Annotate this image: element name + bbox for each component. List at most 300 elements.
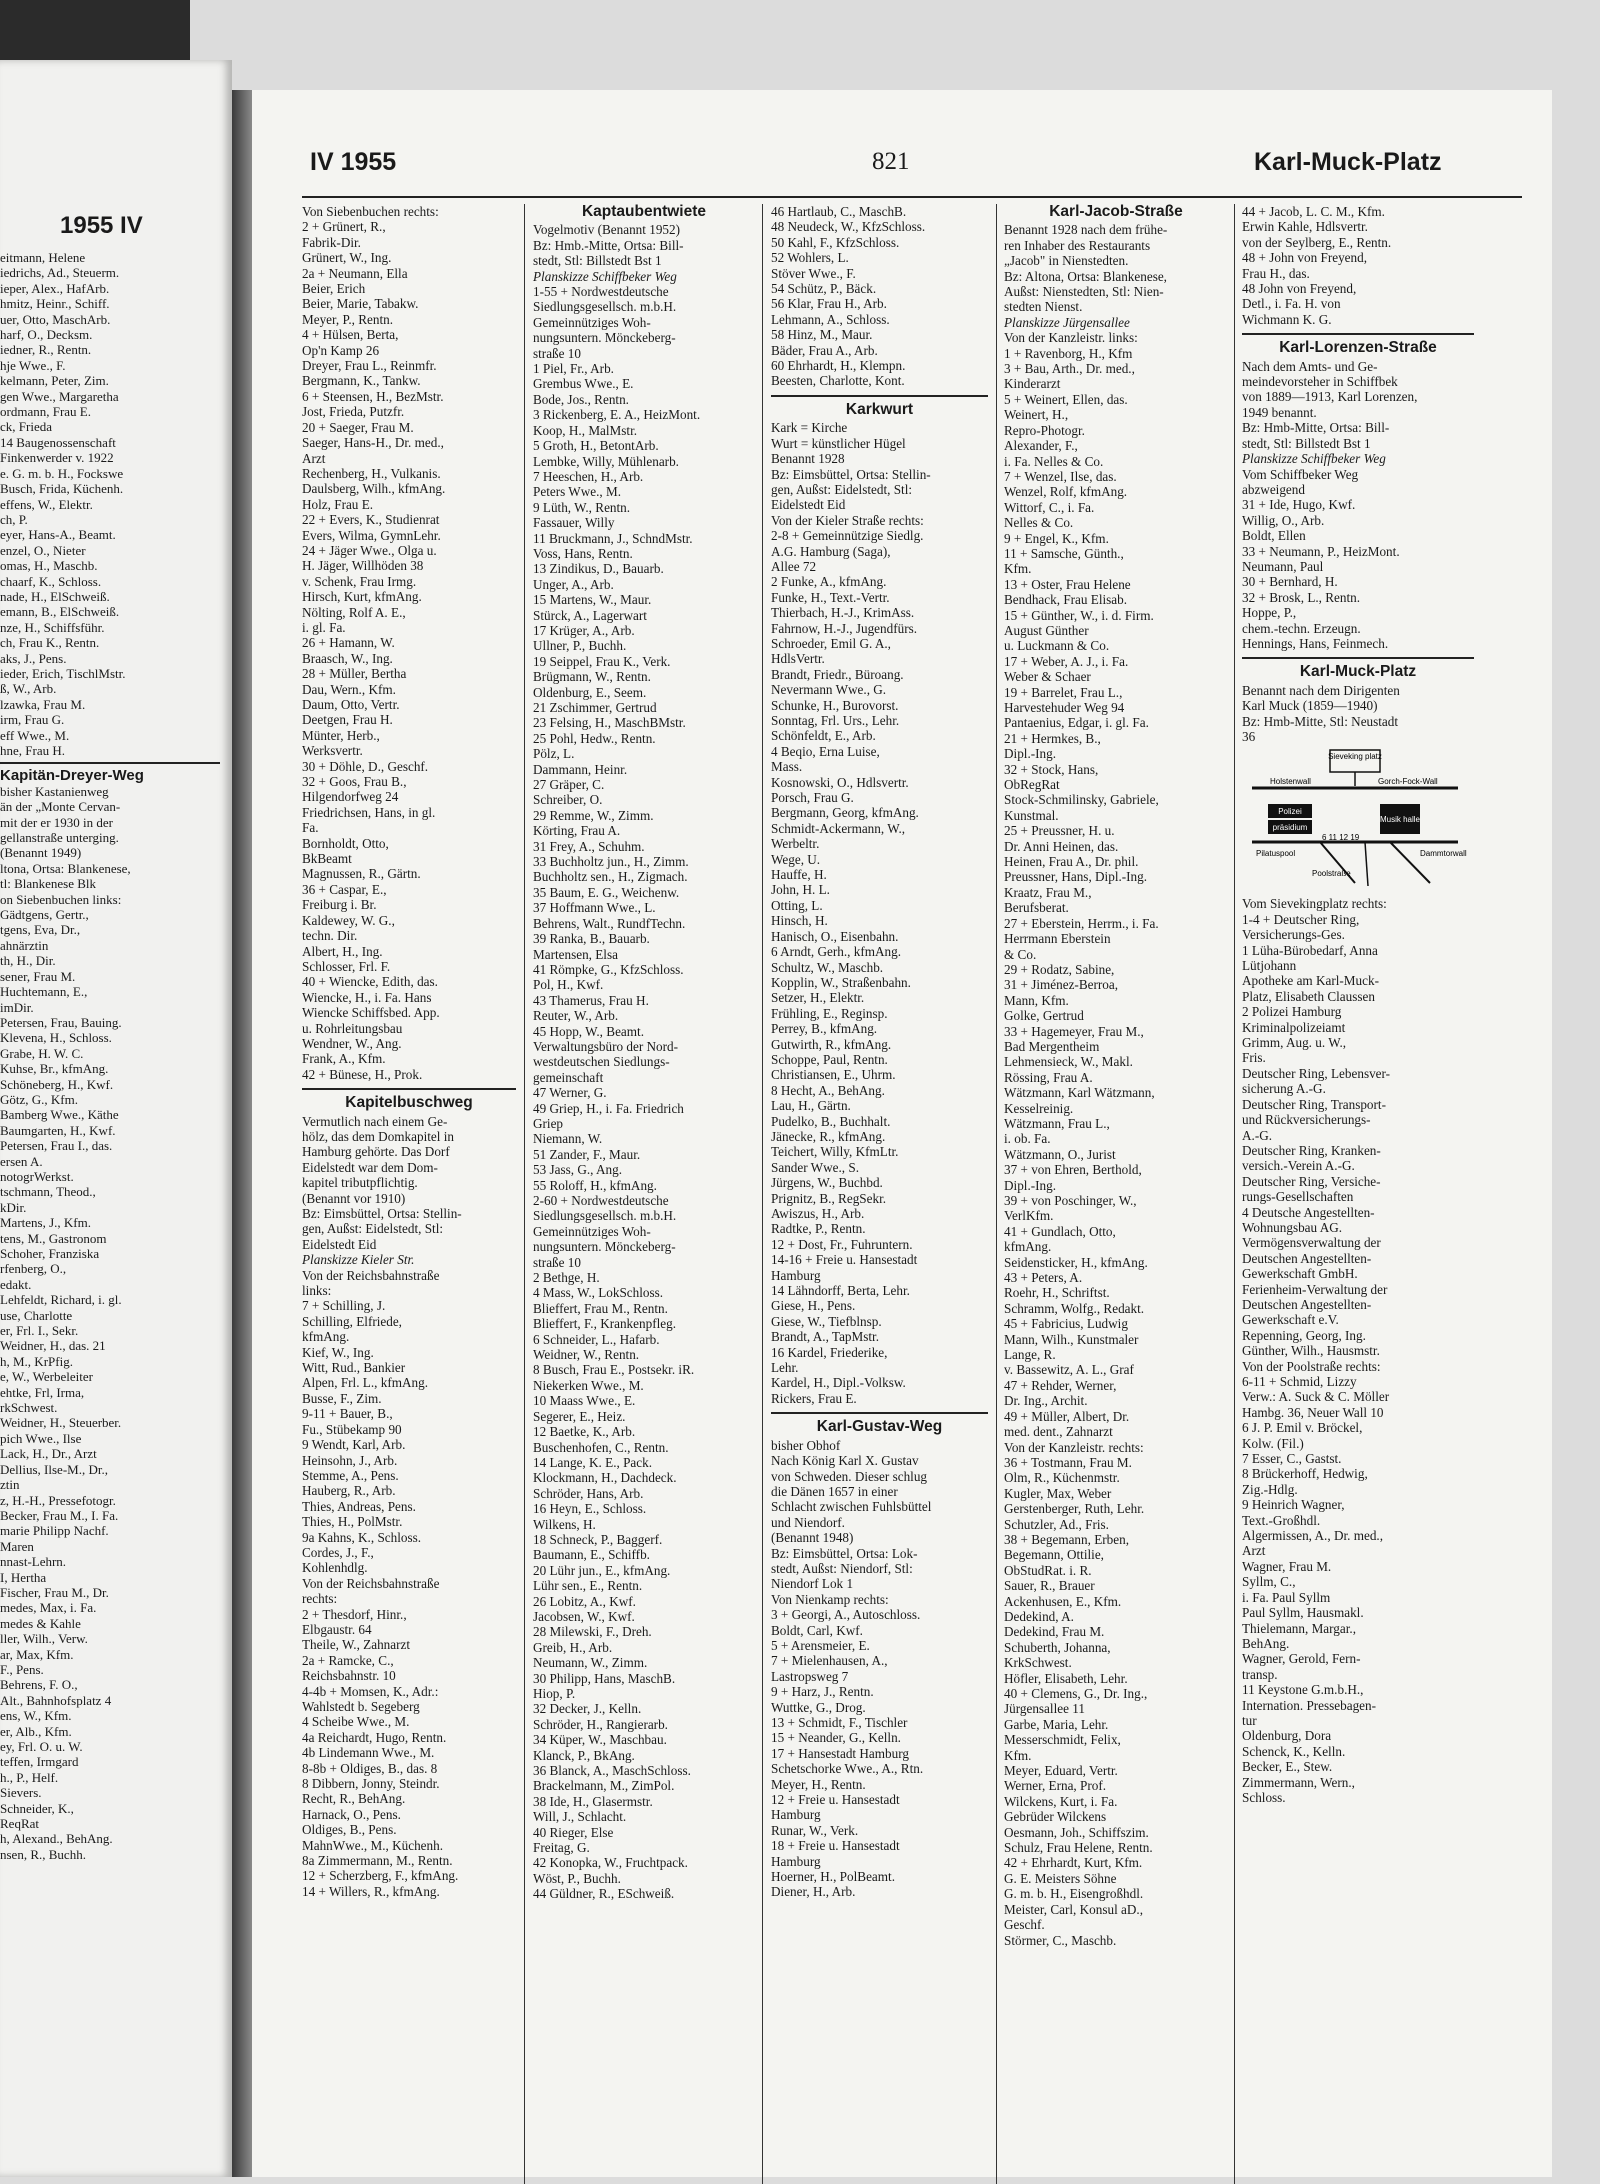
directory-entry-line: Brandt, Friedr., Büroang. xyxy=(771,666,904,682)
directory-entry-line: Kohlenhdlg. xyxy=(302,1560,368,1576)
column-divider xyxy=(996,204,997,2184)
directory-entry-line: Von der Kieler Straße rechts: xyxy=(771,512,924,528)
directory-entry-line: Wichmann K. G. xyxy=(1242,311,1332,327)
directory-entry-line: Bamberg Wwe., Käthe xyxy=(0,1107,119,1123)
directory-entry-line: Radtke, P., Rentn. xyxy=(771,1221,866,1237)
directory-entry-line: Wenzel, Rolf, kfmAng. xyxy=(1004,484,1128,500)
directory-entry-line: Sievers. xyxy=(0,1785,42,1801)
directory-entry-line: Lütjohann xyxy=(1242,958,1297,974)
directory-entry-line: Fa. xyxy=(302,820,319,836)
directory-entry-line: Heinsohn, J., Arb. xyxy=(302,1452,398,1468)
directory-entry-line: 2a + Neumann, Ella xyxy=(302,265,408,281)
directory-entry-line: 4 + Hülsen, Berta, xyxy=(302,327,399,343)
directory-entry-line: h., P., Helf. xyxy=(0,1769,59,1785)
directory-entry-line: 32 + Goos, Frau B., xyxy=(302,774,407,790)
directory-entry-line: August Günther xyxy=(1004,622,1089,638)
directory-entry-line: rungs-Gesellschaften xyxy=(1242,1189,1354,1205)
directory-entry-line: Begemann, Ottilie, xyxy=(1004,1547,1104,1563)
directory-entry-line: Giese, H., Pens. xyxy=(771,1298,856,1314)
directory-entry-line: 6 + Steensen, H., BezMstr. xyxy=(302,388,444,404)
header-volume: IV 1955 xyxy=(310,148,397,176)
directory-entry-line: VerlKfm. xyxy=(1004,1208,1054,1224)
directory-entry-line: Reichsbahnstr. 10 xyxy=(302,1668,396,1684)
directory-entry-line: 3 + Georgi, A., Autoschloss. xyxy=(771,1607,921,1623)
directory-entry-line: 10 Maass Wwe., E. xyxy=(533,1393,636,1409)
directory-entry-line: Braasch, W., Ing. xyxy=(302,650,393,666)
directory-entry-line: Vermutlich nach einem Ge- xyxy=(302,1113,448,1129)
directory-entry-line: „Jacob" in Nienstedten. xyxy=(1004,253,1129,269)
directory-entry-line: Platz, Elisabeth Claussen xyxy=(1242,988,1375,1004)
directory-entry-line: bisher Kastanienweg xyxy=(0,783,109,799)
directory-entry-line: e. G. m. b. H., Fockswe xyxy=(0,465,124,481)
directory-entry-line: pich Wwe., Ilse xyxy=(0,1430,82,1446)
directory-entry-line: Bz: Eimsbüttel, Ortsa: Stellin- xyxy=(302,1206,462,1221)
site-plan-sketch xyxy=(1250,748,1467,890)
directory-entry-line: Saeger, Hans-H., Dr. med., xyxy=(302,435,444,451)
directory-entry-line: 4 Beqio, Erna Luise, xyxy=(771,743,880,759)
directory-entry-line: Lembke, Willy, Mühlenarb. xyxy=(533,453,679,469)
directory-entry-line: Frau H., das. xyxy=(1242,265,1310,281)
directory-entry-line: Harvestehuder Weg 94 xyxy=(1004,700,1125,715)
directory-entry-line: Von Siebenbuchen rechts: xyxy=(302,204,439,219)
directory-entry-line: Schramm, Wolfg., Redakt. xyxy=(1004,1300,1145,1316)
directory-entry-line: Vermögensverwaltung der xyxy=(1242,1235,1381,1251)
directory-entry-line: Nevermann Wwe., G. xyxy=(771,682,887,698)
directory-entry-line: 11 Bruckmann, J., SchndMstr. xyxy=(533,530,693,546)
directory-entry-line: westdeutschen Siedlungs- xyxy=(533,1054,670,1070)
directory-entry-line: Vogelmotiv (Benannt 1952) xyxy=(533,222,680,238)
directory-entry-line: Hinsch, H. xyxy=(771,913,828,929)
directory-entry-line: 39 Ranka, B., Bauarb. xyxy=(533,931,650,947)
directory-entry-line: ch, Frau K., Rentn. xyxy=(0,635,100,651)
directory-entry-line: Verwaltungsbüro der Nord- xyxy=(533,1038,679,1054)
directory-entry-line: Hoerner, H., PolBeamt. xyxy=(771,1869,895,1885)
directory-entry-line: Gemeinnütziges Woh- xyxy=(533,1223,651,1239)
directory-entry-line: Schuberth, Johanna, xyxy=(1004,1639,1111,1655)
directory-entry-line: Daulsberg, Wilh., kfmAng. xyxy=(302,481,446,497)
directory-entry-line: Jürgensallee 11 xyxy=(1004,1701,1085,1717)
directory-entry-line: 36 Blanck, A., MaschSchloss. xyxy=(533,1763,691,1779)
directory-entry-line: stedt, Stl: Billstedt Bst 1 xyxy=(1242,435,1371,451)
directory-entry-line: Vom Sievekingplatz rechts: xyxy=(1242,896,1387,912)
directory-entry-line: 2-8 + Gemeinnützige Siedlg. xyxy=(771,528,924,544)
directory-entry-line: än der „Monte Cervan- xyxy=(0,799,121,815)
directory-entry-line: Hilgendorfweg 24 xyxy=(302,789,399,805)
directory-entry-line: 25 Pohl, Hedw., Rentn. xyxy=(533,730,656,746)
directory-entry-line: Deutscher Ring, Transport- xyxy=(1242,1096,1386,1112)
directory-entry-line: Hauberg, R., Arb. xyxy=(302,1483,396,1499)
directory-entry-line: Siedlungsgesellsch. m.b.H. xyxy=(533,1208,677,1224)
directory-entry-line: u. Luckmann & Co. xyxy=(1004,638,1110,654)
directory-entry-line: Repro-Photogr. xyxy=(1004,422,1085,438)
directory-entry-line: nze, H., Schiffsführ. xyxy=(0,619,105,635)
directory-entry-line: Gerstenberger, Ruth, Lehr. xyxy=(1004,1501,1145,1517)
directory-entry-line: Griep xyxy=(533,1115,564,1131)
directory-entry-line: 14-16 + Freie u. Hansestadt xyxy=(771,1252,918,1268)
directory-entry-line: Cordes, J., F., xyxy=(302,1544,374,1560)
directory-entry-line: ltona, Ortsa: Blankenese, xyxy=(0,860,131,876)
directory-entry-line: 26 + Hamann, W. xyxy=(302,635,395,651)
directory-entry-line: i. gl. Fa. xyxy=(302,619,346,635)
directory-entry-line: Schoppe, Paul, Rentn. xyxy=(771,1051,888,1067)
directory-entry-line: Geschf. xyxy=(1004,1917,1045,1933)
directory-entry-line: 1-4 + Deutscher Ring, xyxy=(1242,911,1360,927)
directory-entry-line: 31 + Jiménez-Berroa, xyxy=(1004,977,1118,993)
directory-entry-line: 23 Felsing, H., MaschBMstr. xyxy=(533,715,686,731)
directory-entry-line: teffen, Irmgard xyxy=(0,1754,79,1770)
directory-entry-line: Messerschmidt, Felix, xyxy=(1004,1732,1121,1748)
directory-entry-line: 5 + Arensmeier, E. xyxy=(771,1637,870,1653)
directory-entry-line: 8 Brückerhoff, Hedwig, xyxy=(1242,1466,1368,1482)
directory-entry-line: Behrens, F. O., xyxy=(0,1677,78,1693)
directory-entry-line: Schreiber, O. xyxy=(533,792,603,808)
directory-entry-line: Grabe, H. W. C. xyxy=(0,1045,84,1061)
directory-entry-line: notogrWerkst. xyxy=(0,1168,74,1184)
directory-entry-line: Heinen, Frau A., Dr. phil. xyxy=(1004,854,1139,870)
directory-entry-line: (Benannt 1948) xyxy=(771,1530,854,1546)
directory-entry-line: Weidner, W., Rentn. xyxy=(533,1347,640,1363)
directory-entry-line: 52 Wohlers, L. xyxy=(771,250,849,266)
directory-entry-line: tur xyxy=(1242,1712,1257,1728)
directory-entry-line: Albert, H., Ing. xyxy=(302,943,383,959)
directory-entry-line: Freiburg i. Br. xyxy=(302,897,377,913)
street-heading: Karl-Muck-Platz xyxy=(1242,657,1474,679)
directory-entry-line: Planskizze Schiffbeker Weg xyxy=(533,268,677,284)
directory-entry-line: Magnussen, R., Gärtn. xyxy=(302,866,421,882)
directory-entry-line: Frühling, E., Reginsp. xyxy=(771,1005,888,1021)
directory-entry-line: Kuhse, Br., kfmAng. xyxy=(0,1061,109,1077)
directory-entry-line: Thies, H., PolMstr. xyxy=(302,1514,403,1530)
directory-entry-line: 2 Bethge, H. xyxy=(533,1270,600,1286)
directory-entry-line: Schönfeldt, E., Arb. xyxy=(771,728,876,744)
directory-entry-line: Busse, F., Zim. xyxy=(302,1390,382,1406)
directory-entry-line: 7 + Schilling, J. xyxy=(302,1298,386,1314)
directory-entry-line: Schunke, H., Burovorst. xyxy=(771,697,899,713)
directory-entry-line: Bz: Hmb-Mitte, Ortsa: Bill- xyxy=(1242,420,1390,436)
directory-entry-line: Golke, Gertrud xyxy=(1004,1008,1084,1024)
directory-entry-line: rechts: xyxy=(302,1591,338,1607)
directory-entry-line: 12 + Scherzberg, F., kfmAng. xyxy=(302,1868,459,1884)
directory-entry-line: Maren xyxy=(0,1538,34,1554)
directory-entry-line: 27 Gräper, C. xyxy=(533,777,605,793)
directory-entry-line: G. m. b. H., Eisengroßhdl. xyxy=(1004,1886,1144,1902)
directory-entry-line: Kapitän-Dreyer-Weg xyxy=(0,762,220,783)
column-divider xyxy=(524,204,525,2184)
directory-entry-line: Meister, Carl, Konsul aD., xyxy=(1004,1901,1144,1917)
directory-entry-line: 2 + Grünert, R., xyxy=(302,219,386,235)
map-label-right-road: Gorch-Fock-Wall xyxy=(1378,777,1438,787)
directory-entry-line: Ferienheim-Verwaltung der xyxy=(1242,1281,1388,1297)
directory-entry-line: Internation. Pressebagen- xyxy=(1242,1697,1377,1713)
directory-entry-line: 60 Ehrhardt, H., Klempn. xyxy=(771,358,906,374)
directory-entry-line: gellanstraße unterging. xyxy=(0,830,119,846)
directory-entry-line: Weidner, H., das. 21 xyxy=(0,1338,106,1354)
directory-entry-line: 12 + Freie u. Hansestadt xyxy=(771,1792,900,1808)
directory-entry-line: Wätzmann, Karl Wätzmann, xyxy=(1004,1085,1155,1101)
directory-entry-line: Gemeinnütziges Woh- xyxy=(533,314,651,330)
directory-entry-line: Lau, H., Gärtn. xyxy=(771,1098,851,1114)
directory-entry-line: Friedrichsen, Hans, in gl. xyxy=(302,804,436,820)
directory-entry-line: 46 Hartlaub, C., MaschB. xyxy=(771,204,907,219)
directory-entry-line: Lack, H., Dr., Arzt xyxy=(0,1446,97,1462)
directory-entry-line: Wilkens, H. xyxy=(533,1516,596,1532)
directory-entry-line: Kunstmal. xyxy=(1004,807,1059,823)
directory-entry-line: iedrichs, Ad., Steuerm. xyxy=(0,265,120,281)
directory-entry-line: 17 + Hansestadt Hamburg xyxy=(771,1745,909,1761)
directory-entry-line: 37 + von Ehren, Berthold, xyxy=(1004,1162,1142,1178)
directory-entry-line: abzweigend xyxy=(1242,481,1305,497)
directory-entry-line: Wiencke, H., i. Fa. Hans xyxy=(302,989,432,1005)
directory-entry-line: Wagner, Gerold, Fern- xyxy=(1242,1651,1361,1667)
directory-entry-line: Bz: Eimsbüttel, Ortsa: Stellin- xyxy=(771,466,931,482)
directory-entry-line: Kesselreinig. xyxy=(1004,1100,1074,1116)
directory-entry-line: lzawka, Frau M. xyxy=(0,696,86,712)
directory-entry-line: Schilling, Elfriede, xyxy=(302,1313,402,1329)
directory-entry-line: Oldenburg, E., Seem. xyxy=(533,684,647,700)
directory-entry-line: Pantaenius, Edgar, i. gl. Fa. xyxy=(1004,715,1149,731)
directory-entry-line: 36 + Caspar, E., xyxy=(302,881,387,897)
directory-entry-line: Klanck, P., BkAng. xyxy=(533,1747,635,1763)
directory-entry-line: 9 + Engel, K., Kfm. xyxy=(1004,530,1109,546)
directory-entry-line: Benannt nach dem Dirigenten xyxy=(1242,682,1400,698)
directory-entry-line: 8-8b + Oldiges, B., das. 8 xyxy=(302,1760,438,1776)
directory-entry-line: z, H.-H., Pressefotogr. xyxy=(0,1492,116,1508)
directory-entry-line: Paul Syllm, Hausmakl. xyxy=(1242,1605,1364,1621)
directory-entry-line: chaarf, K., Schloss. xyxy=(0,573,102,589)
directory-entry-line: G. E. Meisters Söhne xyxy=(1004,1870,1117,1886)
directory-entry-line: Becker, Frau M., I. Fa. xyxy=(0,1507,119,1523)
directory-entry-line: Hoppe, P., xyxy=(1242,605,1297,621)
running-header xyxy=(252,148,1552,188)
directory-entry-line: Lehmann, A., Schloss. xyxy=(771,311,890,327)
directory-entry-line: 30 + Döhle, D., Geschf. xyxy=(302,758,429,774)
directory-entry-line: er, Frl. I., Sekr. xyxy=(0,1323,79,1339)
directory-entry-line: tens, M., Gastronom xyxy=(0,1230,107,1246)
directory-entry-line: ieder, Erich, TischlMstr. xyxy=(0,665,126,681)
directory-entry-line: 30 Philipp, Hans, MaschB. xyxy=(533,1670,676,1686)
directory-column-5 xyxy=(1242,204,1474,2184)
directory-entry-line: Gutwirth, R., kfmAng. xyxy=(771,1036,892,1052)
directory-entry-line: Gädtgens, Gertr., xyxy=(0,907,89,923)
directory-entry-line: Kolw. (Fil.) xyxy=(1242,1435,1304,1451)
directory-entry-line: hje Wwe., F. xyxy=(0,357,66,373)
directory-entry-line: Dedekind, A. xyxy=(1004,1608,1074,1624)
directory-entry-line: Wilckens, Kurt, i. Fa. xyxy=(1004,1793,1118,1809)
directory-entry-line: Karl Muck (1859—1940) xyxy=(1242,698,1378,714)
directory-entry-line: Deutscher Ring, Lebensver- xyxy=(1242,1065,1391,1081)
directory-entry-line: gen, Außst: Eidelstedt, Stl: xyxy=(302,1221,444,1237)
directory-entry-line: Brackelmann, M., ZimPol. xyxy=(533,1778,675,1794)
directory-entry-line: Koop, H., MalMstr. xyxy=(533,422,638,438)
directory-entry-line: 9a Kahns, K., Schloss. xyxy=(302,1529,422,1545)
directory-entry-line: Wahlstedt b. Segeberg xyxy=(302,1699,420,1714)
directory-entry-line: 41 Römpke, G., KfzSchloss. xyxy=(533,961,684,977)
directory-entry-line: Pol, H., Kwf. xyxy=(533,977,604,993)
directory-entry-line: 14 Lähndorff, Berta, Lehr. xyxy=(771,1283,910,1299)
directory-entry-line: 47 + Rehder, Werner, xyxy=(1004,1377,1117,1393)
directory-entry-line: Bode, Jos., Rentn. xyxy=(533,391,629,407)
directory-entry-line: 15 + Günther, W., i. d. Firm. xyxy=(1004,607,1154,623)
directory-entry-line: 8 Busch, Frau E., Postsekr. iR. xyxy=(533,1362,695,1378)
directory-entry-line: 4a Reichardt, Hugo, Rentn. xyxy=(302,1729,447,1745)
directory-entry-line: med. dent., Zahnarzt xyxy=(1004,1424,1113,1440)
directory-entry-line: Fassauer, Willy xyxy=(533,515,615,531)
directory-entry-line: e, W., Werbeleiter xyxy=(0,1369,93,1385)
directory-entry-line: 56 Klar, Frau H., Arb. xyxy=(771,296,887,312)
directory-entry-line: uer, Otto, MaschArb. xyxy=(0,311,111,327)
directory-entry-line: 4 Mass, W., LokSchloss. xyxy=(533,1285,664,1301)
directory-entry-line: und Niendorf. xyxy=(771,1514,845,1530)
directory-entry-line: 29 Remme, W., Zimm. xyxy=(533,807,654,823)
directory-entry-line: bisher Obhof xyxy=(771,1437,841,1453)
directory-entry-line: Schneider, K., xyxy=(0,1800,74,1816)
directory-entry-line: v. Bassewitz, A. L., Graf xyxy=(1004,1362,1134,1378)
directory-entry-line: Buschenhofen, C., Rentn. xyxy=(533,1439,669,1455)
directory-entry-line: rfenberg, O., xyxy=(0,1261,67,1277)
directory-entry-line: Bergmann, Georg, kfmAng. xyxy=(771,805,919,821)
directory-entry-line: kapitel tributpflichtig. xyxy=(302,1175,418,1191)
directory-entry-line: 5 + Weinert, Ellen, das. xyxy=(1004,391,1128,407)
directory-entry-line: Blieffert, Frau M., Rentn. xyxy=(533,1300,668,1316)
directory-entry-line: Wätzmann, Frau L., xyxy=(1004,1115,1110,1131)
directory-entry-line: Bad Mergentheim xyxy=(1004,1038,1100,1054)
directory-entry-line: kelmann, Peter, Zim. xyxy=(0,373,109,389)
directory-entry-line: Deutschen Angestellten- xyxy=(1242,1250,1372,1266)
directory-entry-line: Dau, Wern., Kfm. xyxy=(302,681,396,697)
directory-entry-line: John, H. L. xyxy=(771,882,830,898)
directory-entry-line: Kugler, Max, Weber xyxy=(1004,1485,1112,1501)
directory-entry-line: Grembus Wwe., E. xyxy=(533,376,634,392)
directory-entry-line: ReqRat xyxy=(0,1816,39,1832)
directory-entry-line: Baumann, E., Schiffb. xyxy=(533,1547,650,1563)
directory-entry-line: ObRegRat xyxy=(1004,777,1060,793)
directory-entry-line: 5 Groth, H., BetontArb. xyxy=(533,438,659,454)
street-heading: Karkwurt xyxy=(771,395,988,417)
directory-entry-line: Seidensticker, H., kfmAng. xyxy=(1004,1254,1148,1270)
directory-entry-line: Störmer, C., Maschb. xyxy=(1004,1932,1117,1948)
directory-entry-line: Mass. xyxy=(771,759,803,775)
directory-entry-line: Weinert, H., xyxy=(1004,407,1069,423)
directory-entry-line: Nach König Karl X. Gustav xyxy=(771,1453,919,1469)
directory-entry-line: Giese, W., Tiefblnsp. xyxy=(771,1313,882,1329)
directory-entry-line: 40 + Clemens, G., Dr. Ing., xyxy=(1004,1686,1148,1701)
directory-entry-line: medes, Max, i. Fa. xyxy=(0,1600,97,1616)
directory-entry-line: 33 Buchholtz jun., H., Zimm. xyxy=(533,854,689,870)
directory-entry-line: Wiencke Schiffsbed. App. xyxy=(302,1005,440,1021)
directory-entry-line: straße 10 xyxy=(533,1254,581,1270)
directory-entry-line: Becker, E., Stew. xyxy=(1242,1759,1333,1775)
directory-entry-line: 9 Wendt, Karl, Arb. xyxy=(302,1437,406,1453)
directory-entry-line: gen, Außst: Eidelstedt, Stl: xyxy=(771,481,913,497)
directory-entry-line: 19 + Barrelet, Frau L., xyxy=(1004,684,1123,700)
directory-entry-line: Werksvertr. xyxy=(302,743,363,759)
directory-entry-line: Nach dem Amts- und Ge- xyxy=(1242,358,1378,374)
directory-entry-line: Fu., Stübekamp 90 xyxy=(302,1421,402,1437)
directory-entry-line: Bz: Hmb-Mitte, Stl: Neustadt xyxy=(1242,713,1399,729)
directory-entry-line: 27 + Eberstein, Herrm., i. Fa. xyxy=(1004,915,1159,931)
street-heading: Karl-Gustav-Weg xyxy=(771,1412,988,1434)
directory-entry-line: Stöver Wwe., F. xyxy=(771,265,856,281)
directory-entry-line: Beesten, Charlotte, Kont. xyxy=(771,373,905,389)
directory-entry-line: Lühr sen., E., Rentn. xyxy=(533,1578,643,1594)
directory-entry-line: 42 Konopka, W., Fruchtpack. xyxy=(533,1855,688,1871)
directory-entry-line: 11 Keystone G.m.b.H., xyxy=(1242,1682,1364,1698)
directory-entry-line: Awiszus, H., Arb. xyxy=(771,1206,865,1221)
directory-entry-line: 32 + Stock, Hans, xyxy=(1004,761,1099,777)
directory-entry-line: Otting, L. xyxy=(771,897,823,913)
directory-entry-line: 43 Thamerus, Frau H. xyxy=(533,992,649,1008)
directory-entry-line: Benannt 1928 xyxy=(771,451,845,467)
directory-entry-line: Runar, W., Verk. xyxy=(771,1822,859,1838)
directory-entry-line: Alpen, Frl. L., kfmAng. xyxy=(302,1375,429,1391)
map-label-bottom-left: Pilatuspool xyxy=(1256,849,1296,859)
directory-entry-line: Alt., Bahnhofsplatz 4 xyxy=(0,1692,112,1708)
directory-entry-line: nsen, R., Buchh. xyxy=(0,1846,86,1862)
directory-entry-line: Wuttke, G., Drog. xyxy=(771,1699,866,1715)
directory-entry-line: Meyer, Eduard, Vertr. xyxy=(1004,1763,1118,1779)
directory-entry-line: A.-G. xyxy=(1242,1127,1273,1143)
directory-entry-line: Thielemann, Margar., xyxy=(1242,1620,1357,1636)
directory-entry-line: Von der Reichsbahnstraße xyxy=(302,1575,440,1591)
directory-entry-line: 17 + Weber, A. J., i. Fa. xyxy=(1004,653,1129,669)
directory-entry-line: 9 Heinrich Wagner, xyxy=(1242,1497,1345,1513)
directory-entry-line: Dellius, Ilse-M., Dr., xyxy=(0,1461,108,1477)
directory-entry-line: Von Nienkamp rechts: xyxy=(771,1591,889,1607)
directory-entry-line: Stemme, A., Pens. xyxy=(302,1467,399,1483)
directory-entry-line: 1949 benannt. xyxy=(1242,404,1317,420)
directory-entry-line: harf, O., Decksm. xyxy=(0,327,93,343)
directory-entry-line: straße 10 xyxy=(533,345,581,361)
street-heading: Karl-Lorenzen-Straße xyxy=(1242,333,1474,355)
directory-entry-line: 1-55 + Nordwestdeutsche xyxy=(533,284,669,300)
directory-entry-line: 36 + Tostmann, Frau M. xyxy=(1004,1454,1132,1470)
header-street-range: Karl-Muck-Platz xyxy=(1254,148,1442,176)
directory-entry-line: Fahrnow, H.-J., Jugendfürs. xyxy=(771,620,918,636)
directory-entry-line: meindevorsteher in Schiffbek xyxy=(1242,374,1398,390)
directory-entry-line: Kinderarzt xyxy=(1004,376,1061,392)
directory-entry-line: Körting, Frau A. xyxy=(533,823,621,839)
directory-entry-line: Bornholdt, Otto, xyxy=(302,835,389,851)
directory-entry-line: Hirsch, Kurt, kfmAng. xyxy=(302,589,422,605)
directory-entry-line: I, Hertha xyxy=(0,1569,47,1585)
directory-entry-line: ieper, Alex., HafArb. xyxy=(0,280,110,296)
directory-entry-line: 49 + Müller, Albert, Dr. xyxy=(1004,1408,1130,1424)
directory-entry-line: 1 + Ravenborg, H., Kfm xyxy=(1004,345,1133,361)
directory-entry-line: Theile, W., Zahnarzt xyxy=(302,1637,411,1653)
directory-entry-line: 40 Rieger, Else xyxy=(533,1824,614,1840)
directory-entry-line: Bz: Altona, Ortsa: Blankenese, xyxy=(1004,268,1167,284)
directory-entry-line: Greib, H., Arb. xyxy=(533,1639,613,1655)
map-label-block3: Musik halle xyxy=(1379,815,1421,825)
directory-entry-line: 2 + Thesdorf, Hinr., xyxy=(302,1606,407,1622)
directory-entry-line: Kfm. xyxy=(1004,561,1032,577)
directory-column-1 xyxy=(302,204,516,2184)
directory-entry-line: 13 + Schmidt, F., Tischler xyxy=(771,1715,908,1730)
directory-entry-line: 20 + Saeger, Frau M. xyxy=(302,419,414,435)
directory-entry-line: Wohnungsbau AG. xyxy=(1242,1219,1343,1235)
directory-entry-line: Text.-Großhdl. xyxy=(1242,1512,1321,1528)
directory-entry-line: Dedekind, Frau M. xyxy=(1004,1624,1105,1640)
directory-entry-line: Erwin Kahle, Hdlsvertr. xyxy=(1242,219,1368,235)
directory-entry-line: Grünert, W., Ing. xyxy=(302,250,392,266)
directory-entry-line: Martensen, Elsa xyxy=(533,946,618,962)
directory-entry-line: 14 Baugenossenschaft xyxy=(0,434,116,450)
directory-entry-line: hölz, das dem Domkapitel in xyxy=(302,1128,454,1144)
directory-entry-line: die Dänen 1657 in einer xyxy=(771,1483,898,1499)
directory-entry-line: stedt, Stl: Billstedt Bst 1 xyxy=(533,253,662,269)
directory-entry-line: Reuter, W., Arb. xyxy=(533,1008,619,1024)
directory-entry-line: Niendorf Lok 1 xyxy=(771,1576,854,1592)
